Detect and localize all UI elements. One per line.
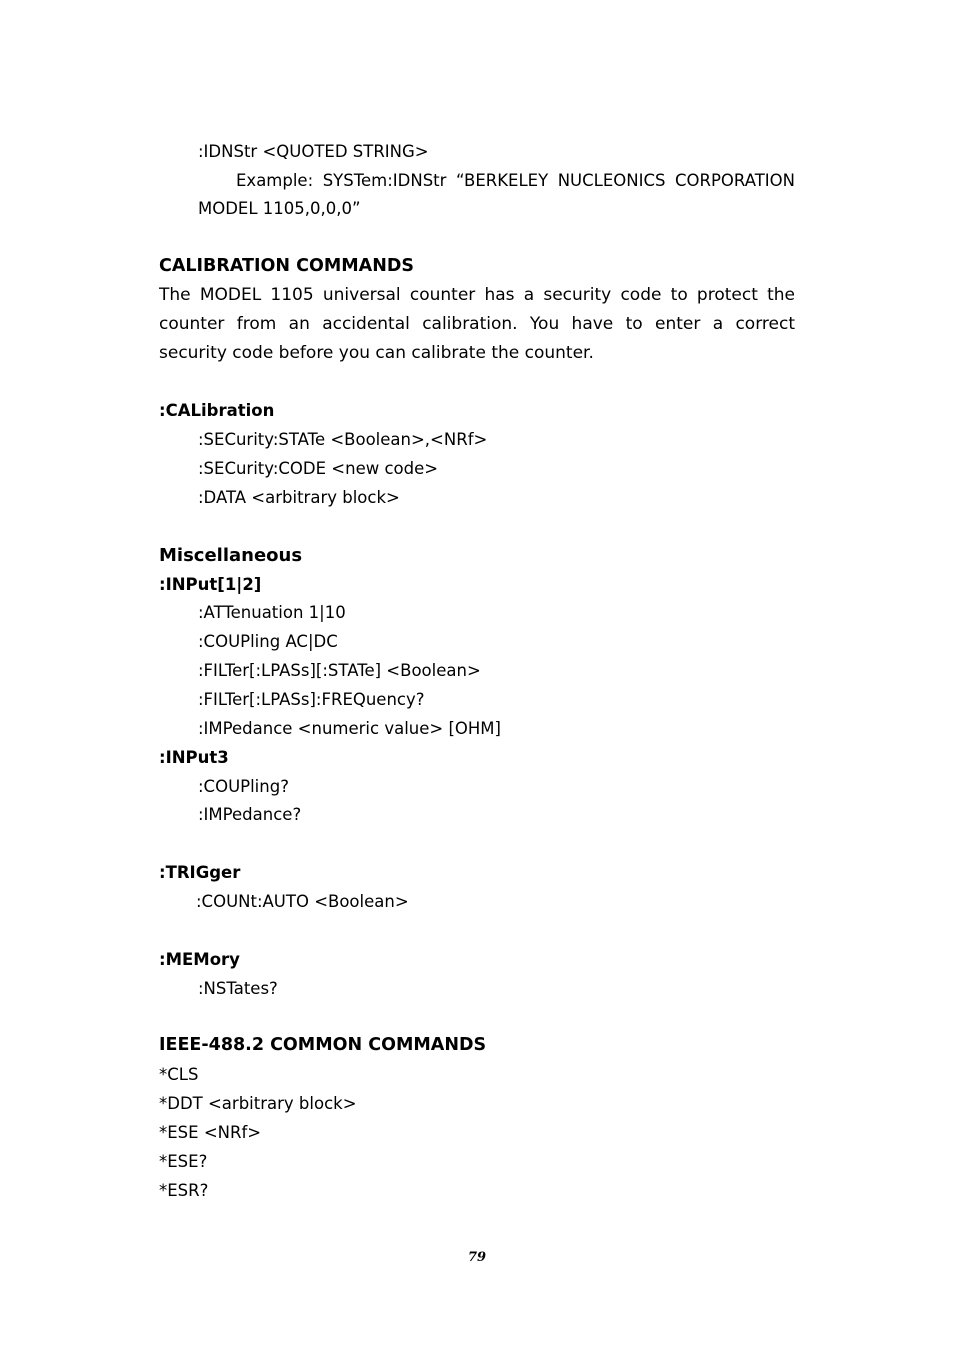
ieee-item: *DDT <arbitrary block>: [159, 1094, 357, 1113]
input12-item: :IMPedance <numeric value> [OHM]: [198, 719, 501, 738]
ieee-item: *ESE <NRf>: [159, 1123, 262, 1142]
page-number: 79: [467, 1250, 487, 1265]
ieee-item: *ESR?: [159, 1181, 209, 1200]
idnstr-example: Example: SYSTem:IDNStr “BERKELEY NUCLEONICS CORPORATION MODEL 1105,0,0,0”: [198, 171, 795, 218]
input3-root: :INPut3: [159, 748, 229, 767]
calibration-item: :SECurity:CODE <new code>: [198, 459, 439, 478]
memory-root: :MEMory: [159, 950, 240, 969]
calibration-item: :SECurity:STATe <Boolean>,<NRf>: [198, 430, 488, 449]
trigger-item: :COUNt:AUTO <Boolean>: [196, 892, 409, 911]
calibration-item: :DATA <arbitrary block>: [198, 488, 400, 507]
trigger-root: :TRIGger: [159, 863, 241, 882]
input12-item: :FILTer[:LPASs]:FREQuency?: [198, 690, 425, 709]
idnstr-command: :IDNStr <QUOTED STRING>: [198, 142, 429, 161]
input12-root: :INPut[1|2]: [159, 575, 262, 594]
input12-item: :COUPling AC|DC: [198, 632, 338, 651]
miscellaneous-heading: Miscellaneous: [159, 545, 303, 566]
input3-item: :IMPedance?: [198, 805, 302, 824]
calibration-root: :CALibration: [159, 401, 275, 420]
input12-item: :ATTenuation 1|10: [198, 603, 346, 622]
ieee-item: *CLS: [159, 1065, 199, 1084]
ieee-heading: IEEE-488.2 COMMON COMMANDS: [159, 1035, 487, 1055]
calibration-paragraph: The MODEL 1105 universal counter has a security code to protect the counter from an accidental calibration. You have to enter a correct security code before you can calibrate the counter.: [159, 285, 795, 363]
input3-item: :COUPling?: [198, 777, 289, 796]
ieee-item: *ESE?: [159, 1152, 208, 1171]
input12-item: :FILTer[:LPASs][:STATe] <Boolean>: [198, 661, 481, 680]
memory-item: :NSTates?: [198, 979, 278, 998]
calibration-commands-heading: CALIBRATION COMMANDS: [159, 256, 414, 276]
